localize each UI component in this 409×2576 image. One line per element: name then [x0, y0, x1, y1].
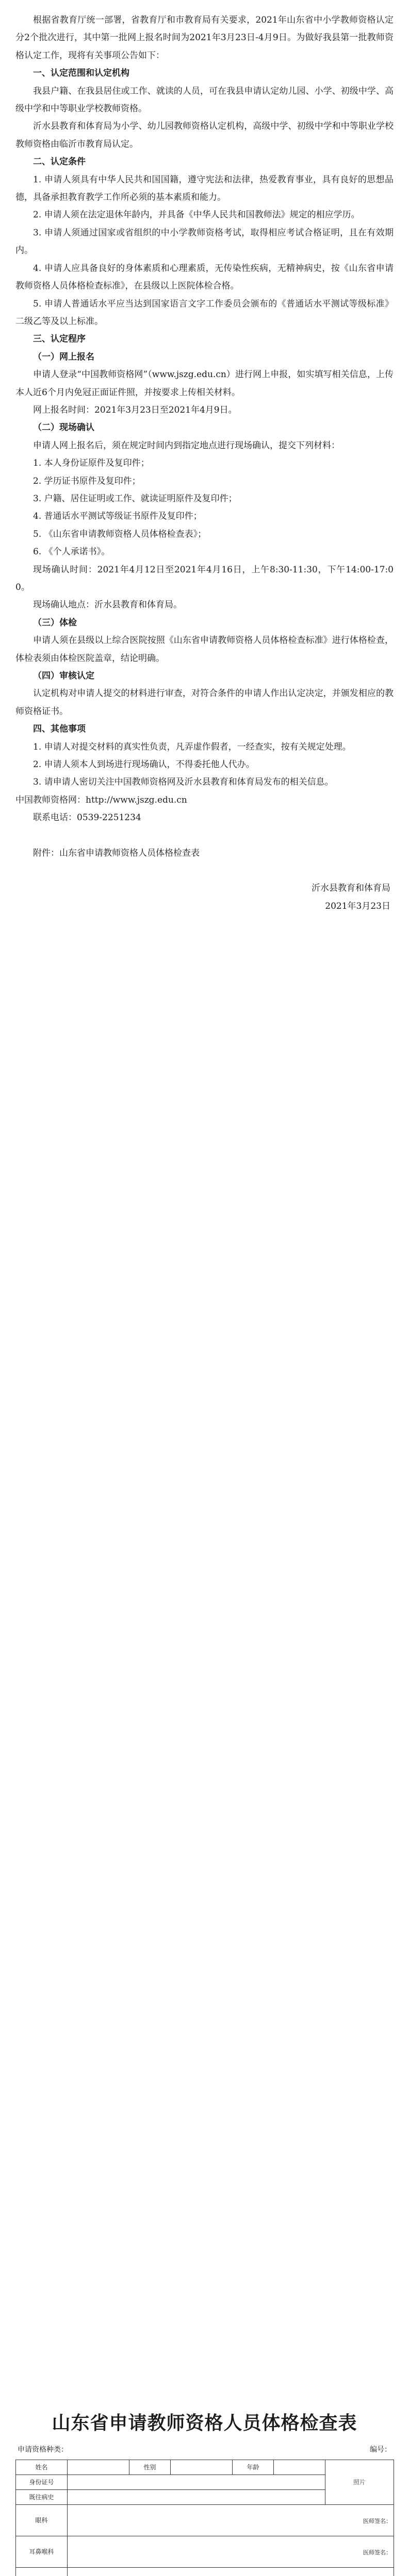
section-heading: 三、认定程序: [33, 334, 86, 345]
notice-paragraph: 现场确认时间：2021年4月12日至2021年4月16日，上午8:30-11:30，下午14:00-17:00。: [15, 564, 394, 592]
value-eyes[interactable]: 医师签名：: [68, 2505, 394, 2536]
notice-paragraph: 附件：山东省申请教师资格人员体格检查表: [33, 848, 200, 858]
notice-paragraph: 申请人登录“中国教师资格网”（www.jszg.edu.cn）进行网上申报，如实填写相关信息，上传本人近6个月内免冠正面证件照，并按要求上传相关材料。: [15, 369, 394, 398]
signature-line: 2021年3月23日: [325, 901, 390, 911]
notice-paragraph: 3. 户籍、居住证明或工作、就读证明原件及复印件；: [33, 493, 237, 504]
spacer: [15, 827, 394, 844]
notice-paragraph: 4. 普通话水平测试等级证书原件及复印件；: [33, 511, 202, 522]
notice-paragraph: 2. 申请人须本人到场进行现场确认，不得委托他人代办。: [33, 759, 255, 770]
section-heading: （四）审核认定: [33, 671, 94, 682]
notice-paragraph: 2. 申请人须在法定退休年龄内，并具备《中华人民共和国教师法》规定的相应学历。: [33, 210, 360, 221]
notice-body: [15, 11, 394, 915]
value-ent[interactable]: 医师签名：: [68, 2536, 394, 2568]
notice-paragraph: 申请人须在县级以上综合医院按照《山东省申请教师资格人员体格检查标准》进行体格检查，体检表须由体检医院盖章，结论明确。: [15, 635, 394, 664]
spacer: [15, 862, 394, 879]
form-meta-number: 编号：: [370, 2446, 391, 2454]
exam-table: [15, 2460, 394, 2576]
form-title: 山东省申请教师资格人员体格检查表: [52, 2412, 357, 2434]
value-id[interactable]: [68, 2475, 325, 2490]
label-eyes: 眼科: [16, 2505, 68, 2536]
label-id: 身份证号: [16, 2475, 68, 2490]
section-heading: （三）体检: [33, 617, 77, 628]
notice-paragraph: 联系电话：0539-2251234: [33, 812, 141, 823]
value-age[interactable]: [274, 2460, 325, 2475]
notice-paragraph[interactable]: 中国教师资格网：http://www.jszg.edu.cn: [15, 794, 187, 805]
section-heading: 二、认定条件: [33, 157, 86, 167]
notice-paragraph: 4. 申请人应具备良好的身体素质和心理素质，无传染性疾病，无精神病史，按《山东省申请教师资格人员体格检查标准》，在县级以上医院体检合格。: [15, 263, 394, 292]
photo-box: 照片: [325, 2460, 394, 2505]
label-history: 既往病史: [16, 2490, 68, 2505]
section-heading: 四、其他事项: [33, 724, 86, 735]
notice-paragraph: 3. 请申请人密切关注中国教师资格网及沂水县教育和体育局发布的相关信息。: [33, 777, 334, 788]
section-heading: 一、认定范围和认定机构: [33, 68, 129, 79]
notice-paragraph: 申请人网上报名后，须在规定时间内到指定地点进行现场确认，提交下列材料：: [33, 440, 340, 451]
section-heading: （二）现场确认: [33, 422, 94, 433]
notice-paragraph: 6. 《个人承诺书》。: [33, 547, 110, 557]
notice-paragraph: 现场确认地点：沂水县教育和体育局。: [33, 600, 182, 611]
label-age: 年龄: [233, 2460, 274, 2475]
value-gender[interactable]: [171, 2460, 233, 2475]
notice-paragraph: 我县户籍、在我县居住或工作、就读的人员，可在我县申请认定幼儿园、小学、初级中学、高级中学和中等职业学校教师资格。: [15, 86, 394, 114]
notice-paragraph: 网上报名时间：2021年3月23日至2021年4月9日。: [33, 404, 237, 415]
notice-paragraph: 5. 《山东省申请教师资格人员体格检查表》；: [33, 529, 207, 539]
form-meta-category: 申请资格种类：: [18, 2446, 68, 2454]
form-meta: [18, 2444, 391, 2454]
section-heading: （一）网上报名: [33, 351, 94, 362]
value-history[interactable]: [68, 2490, 325, 2505]
notice-paragraph: 3. 申请人须通过国家或省组织的中小学教师资格考试，取得相应考试合格证明，且在有效期内。: [15, 227, 394, 256]
label-ent: 耳鼻喉科: [16, 2536, 68, 2568]
signature-line: 沂水县教育和体育局: [312, 883, 390, 894]
notice-paragraph: 1. 申请人须具有中华人民共和国国籍，遵守宪法和法律，热爱教育事业，具有良好的思想品德，具备承担教育教学工作所必须的基本素质和能力。: [15, 174, 394, 203]
notice-paragraph: 1. 本人身份证原件及复印件；: [33, 458, 150, 469]
notice-paragraph: 2. 学历证书原件及复印件；: [33, 476, 141, 486]
label-surgery: [16, 2568, 68, 2576]
notice-paragraph: 认定机构对申请人提交的材料进行审查，对符合条件的申请人作出认定决定，并颁发相应的教师资格证书。: [15, 688, 394, 717]
label-name: 姓名: [16, 2460, 68, 2475]
label-gender: 性别: [129, 2460, 171, 2475]
notice-paragraph: 沂水县教育和体育局为小学、幼儿园教师资格认定机构，高级中学、初级中学和中等职业学校教师资格由临沂市教育局认定。: [15, 121, 394, 149]
health-exam-form: [15, 2409, 394, 2576]
notice-paragraph: 根据省教育厅统一部署，省教育厅和市教育局有关要求，2021年山东省中小学教师资格认定分2个批次进行，其中第一批网上报名时间为2021年3月23日-4月9日。为做好我县第一批教师资格认定工作，现将有关事项公告如下：: [15, 15, 394, 61]
notice-paragraph: 1. 申请人对提交材料的真实性负责，凡弄虚作假者，一经查实，按有关规定处理。: [33, 741, 351, 752]
notice-paragraph: 5. 申请人普通话水平应当达到国家语言文字工作委员会颁布的《普通话水平测试等级标准》二级乙等及以上标准。: [15, 298, 394, 327]
value-name[interactable]: [68, 2460, 129, 2475]
value-surgery[interactable]: [68, 2568, 394, 2576]
